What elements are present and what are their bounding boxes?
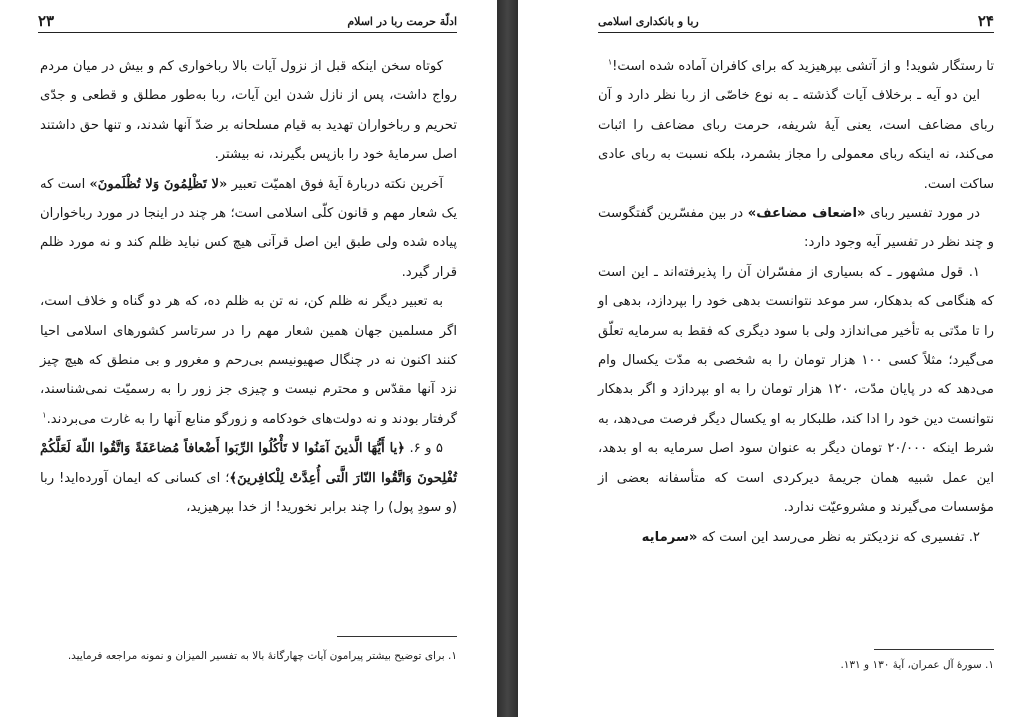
- left-quote-1: «لا تَظْلِمُونَ وَلا تُظْلَمونَ»: [89, 176, 228, 192]
- left-page: [0, 0, 497, 717]
- left-paragraph-3: به تعبیر دیگر نه ظلم کن، نه تن به ظلم ده، که هر دو گناه و خلاف است، اگر مسلمین جهان همین شعار مهم را در سرتاسر کشورهای اسلامی احیا کنند اکنون نه در چنگال صهیونیسم بی‌رحم و مغرور و بی منطق که هیچ چیز نزد آنها مقدّس و محترم نیست و چیزی جز زور را به رسمیّت نمی‌شناسند، گرفتار بودند و نه دولت‌های خودکامه و زورگو منابع آنها را به غارت می‌بردند.$^۱$: [40, 294, 457, 427]
- left-quote-2: ﴿یا أَیُّهَا الَّذینَ آمَنُوا لا تَأْکُلُوا الرِّبَوا أَضْعافاً مُضاعَفَةً وَاتَّقُوا اللّهَ لَعَلَّکُمْ تُفْلِحونَ وَاتَّقُوا النّارَ الَّتی أُعِدَّتْ لِلْکافِرینَ﴾: [40, 441, 457, 486]
- right-bold-term-2: «سرمایه: [641, 529, 698, 545]
- right-running-title: ربا و بانکداری اسلامی: [598, 14, 699, 28]
- left-paragraph-4: ۵ و ۶. ﴿یا أَیُّهَا الَّذینَ آمَنُوا لا تَأْکُلُوا الرِّبَوا أَضْعافاً مُضاعَفَةً وَاتَّقُوا اللّهَ لَعَلَّکُمْ تُفْلِحونَ وَاتَّقُوا النّارَ الَّتی أُعِدَّتْ لِلْکافِرینَ﴾؛ ای کسانی که ایمان آورده‌اید! ربا (و سودِ پول) را چند برابر نخورید! از خدا بپرهیزید،: [40, 441, 457, 516]
- left-footnote: ۱. برای توضیح بیشتر پیرامون آیات چهارگانهٔ بالا به تفسیر المیزان و نمونه مراجعه فرمایید.: [67, 650, 457, 662]
- left-page-number: ۲۳: [38, 12, 55, 30]
- right-running-head: [598, 10, 994, 33]
- right-body-text: [598, 52, 994, 552]
- right-paragraph-3: در مورد تفسیر ربای «اضعاف مضاعف» در بین مفسّرین گفتگوست و چند نظر در تفسیر آیه وجود دارد:: [598, 206, 994, 251]
- right-page: [518, 0, 1024, 717]
- right-page-number: ۲۴: [977, 12, 994, 30]
- right-paragraph-4: ۱. قول مشهور ـ که بسیاری از مفسّران آن را پذیرفته‌اند ـ این است که هنگامی که بدهکار، سر موعد نتوانست بدهی خود را بپردازد، بدهی او را تا مدّتی به تأخیر می‌اندازد ولی با سود دیگری که فقط به سرمایه تعلّق می‌گیرد؛ مثلاً کسی ۱۰۰ هزار تومان را به شخصی به مدّت یکسال وام می‌دهد که در پایان مدّت، ۱۲۰ هزار تومان را به او بپردازد و اگر بدهکار نتوانست دین خود را ادا کند، طلبکار به او یکسال دیگر فرصت می‌دهد، به شرط اینکه ۲۰/۰۰۰ تومان دیگر به عنوان سود اصل سرمایه به او بدهد، این عمل شبیه همان جریمهٔ دیرکردی است که متأسفانه بعضی از مؤسسات می‌گیرند و مشروعیّت ندارد.: [598, 264, 994, 516]
- left-paragraph-2: آخرین نکته دربارهٔ آیهٔ فوق اهمیّت تعبیر «لا تَظْلِمُونَ وَلا تُظْلَمونَ» است که یک شعار مهم و قانون کلّی اسلامی است؛ هر چند در اینجا در مورد رباخواران پیاده شده ولی طبق این اصل قرآنی هیچ کس نباید ظلم کند و نه مورد ظلم قرار گیرد.: [40, 176, 457, 280]
- right-footnote-ref: ۱: [607, 57, 613, 67]
- book-gutter: [497, 0, 518, 717]
- left-footnote-rule: [337, 636, 457, 637]
- left-paragraph-1: کوتاه سخن اینکه قبل از نزول آیات بالا رباخواری کم و بیش در میان مردم رواج داشت، پس از نازل شدن این آیات، ربا به‌طور مطلق و قطعی و جدّی تحریم و رباخواران تهدید به قیام مسلحانه بر ضدّ آنها شدند، و تنها حق داشتند اصل سرمایهٔ خود را بازپس بگیرند، نه بیشتر.: [40, 59, 457, 163]
- right-bold-term-1: «اضعاف مضاعف»: [747, 206, 866, 222]
- right-footnote: ۱. سورهٔ آل عمران، آیهٔ ۱۳۰ و ۱۳۱.: [840, 659, 994, 671]
- right-paragraph-1: تا رستگار شوید! و از آتشی بپرهیزید که برای کافران آماده شده است!$^۱$: [607, 57, 994, 74]
- left-running-head: [38, 10, 457, 33]
- left-running-title: ادلّة حرمت ربا در اسلام: [347, 14, 457, 28]
- right-footnote-rule: [874, 649, 994, 650]
- right-paragraph-5: ۲. تفسیری که نزدیکتر به نظر می‌رسد این است که «سرمایه: [641, 529, 980, 545]
- left-footnote-ref: ۱: [42, 410, 47, 420]
- left-body-text: [40, 52, 457, 523]
- left-verse-label: ۵ و ۶.: [409, 441, 443, 457]
- right-paragraph-2: این دو آیه ـ برخلاف آیات گذشته ـ به نوع خاصّی از ربا نظر دارد و آن ربای مضاعف است، یعنی آیهٔ شریفه، حرمت ربای مضاعف را اثبات می‌کند، نه اینکه ربای معمولی را مجاز بشمرد، بلکه نسبت به ربای عادی ساکت است.: [598, 88, 994, 192]
